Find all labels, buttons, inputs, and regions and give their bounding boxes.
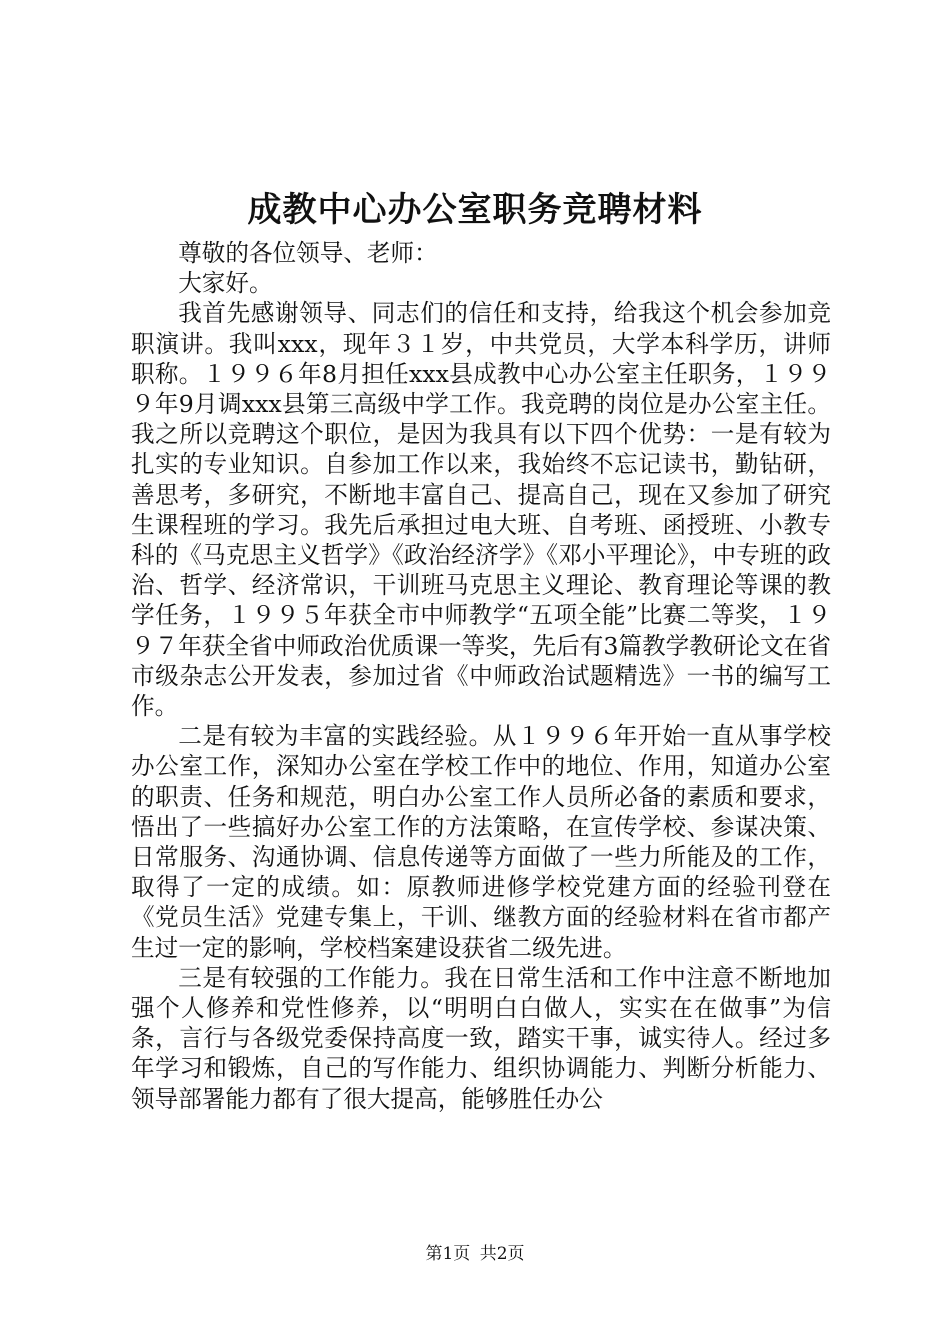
greeting-line: 尊敬的各位领导、老师：: [178, 239, 438, 267]
paragraph-3: 三是有较强的工作能力。我在日常生活和工作中注意不断地加强个人修养和党性修养，以“明明白白做人，实实在在做事”为信条，言行与各级党委保持高度一致，踏实干事，诚实待人。经过多年学习和锻炼，自己的写作能力、组织协调能力、判断分析能力、领导部署能力都有了很大提高，能够胜任办公: [131, 963, 831, 1113]
page-footer: 第1页 共2页: [425, 1244, 525, 1264]
document-body: [131, 238, 831, 1114]
paragraph-2: 二是有较为丰富的实践经验。从１９９６年开始一直从事学校办公室工作，深知办公室在学校工作中的地位、作用，知道办公室的职责、任务和规范，明白办公室工作人员所必备的素质和要求，悟出了一些搞好办公室工作的方法策略，在宣传学校、参谋决策、日常服务、沟通协调、信息传递等方面做了一些力所能及的工作，取得了一定的成绩。如：原教师进修学校党建方面的经验刊登在《党员生活》党建专集上，干训、继教方面的经验材料在省市都产生过一定的影响，学校档案建设获省二级先进。: [131, 722, 831, 962]
hello-line: 大家好。: [178, 269, 273, 298]
paragraph-1: 我首先感谢领导、同志们的信任和支持，给我这个机会参加竞职演讲。我叫xxx，现年３１岁，中共党员，大学本科学历，讲师职称。１９９６年8月担任xxx县成教中心办公室主任职务，１９９９年9月调xxx县第三高级中学工作。我竞聘的岗位是办公室主任。我之所以竞聘这个职位，是因为我具有以下四个优势：一是有较为扎实的专业知识。自参加工作以来，我始终不忘记读书，勤钻研，善思考，多研究，不断地丰富自己、提高自己，现在又参加了研究生课程班的学习。我先后承担过电大班、自考班、函授班、小教专科的《马克思主义哲学》《政治经济学》《邓小平理论》，中专班的政治、哲学、经济常识，干训班马克思主义理论、教育理论等课的教学任务，１９９５年获全市中师教学“五项全能”比赛二等奖，１９９７年获全省中师政治优质课一等奖，先后有3篇教学教研论文在省市级杂志公开发表，参加过省《中师政治试题精选》一书的编写工作。: [131, 299, 831, 721]
document-title: 成教中心办公室职务竞聘材料: [247, 190, 703, 230]
